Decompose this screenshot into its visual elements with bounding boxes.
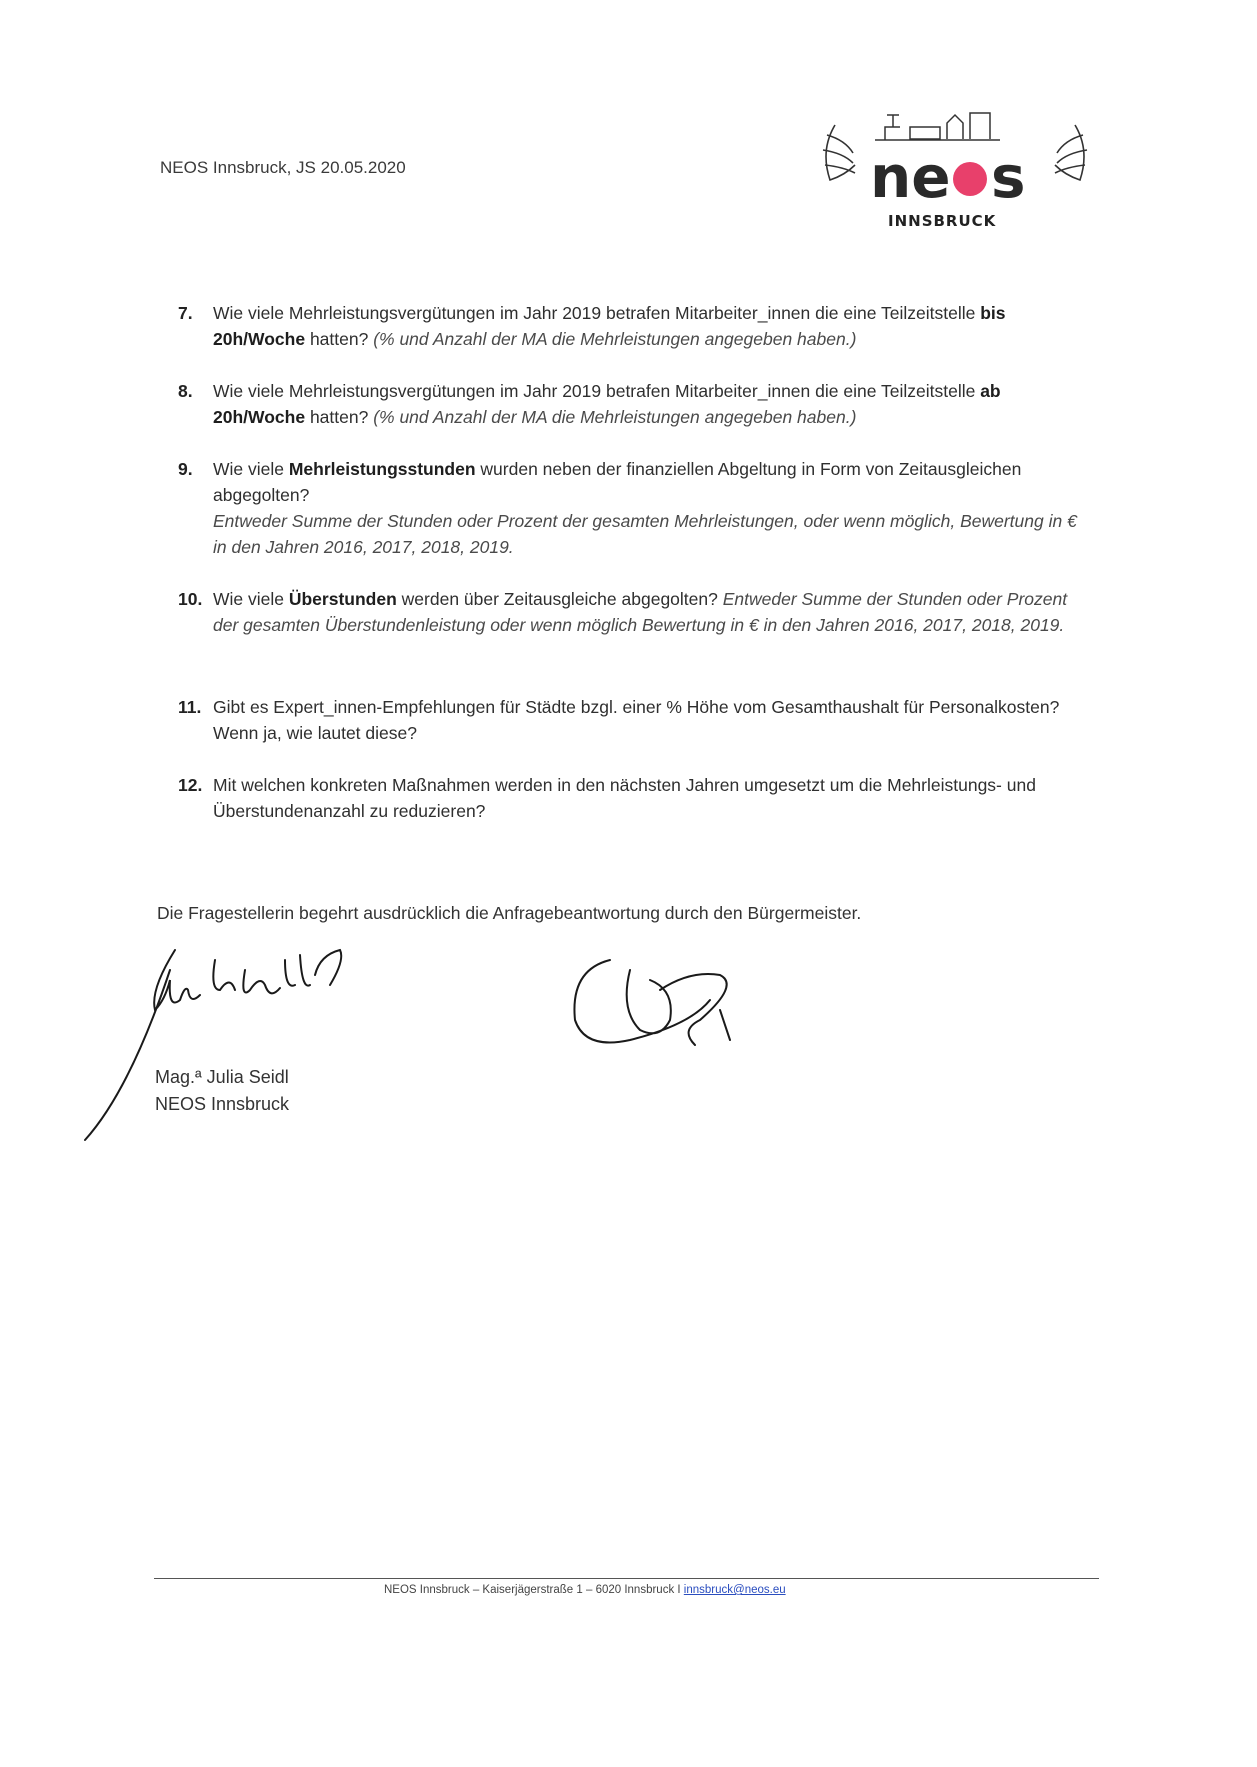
question-italic: Entweder Summe der Stunden oder Prozent der gesamten Überstundenleistung oder wenn möglich Bewertung in € in den Jahren 2016, 2017, 2018, 2019. (213, 589, 1068, 635)
question-12 (178, 772, 1093, 824)
question-bold: Mehrleistungsstunden (288, 459, 476, 479)
svg-text:s: s (991, 143, 1026, 211)
question-text: hatten? (305, 407, 374, 427)
question-bold: bis 20h/Woche (213, 303, 1006, 349)
logo-subtitle: INNSBRUCK (888, 212, 997, 230)
signatory-org: NEOS Innsbruck (155, 1094, 290, 1114)
left-wing-icon (823, 125, 855, 180)
skyline-icon (875, 113, 1000, 140)
question-italic: (% und Anzahl der MA die Mehrleistungen angegeben haben.) (373, 407, 857, 427)
question-italic: (% und Anzahl der MA die Mehrleistungen angegeben haben.) (373, 329, 857, 349)
question-8 (178, 378, 1093, 430)
question-9 (178, 456, 1093, 560)
footer (384, 1584, 786, 1596)
footer-divider (154, 1578, 1099, 1579)
signatory-name: Mag.ª Julia Seidl (155, 1067, 289, 1087)
right-wing-icon (1055, 125, 1087, 180)
question-number: 12. (178, 775, 203, 795)
signature-second-icon (574, 960, 730, 1045)
question-number: 7. (178, 303, 193, 323)
question-text: Wie viele Mehrleistungsvergütungen im Jahr 2019 betrafen Mitarbeiter_innen die eine Teilzeitstelle (213, 303, 981, 323)
question-7 (178, 300, 1093, 352)
footer-email-link[interactable]: innsbruck@neos.eu (683, 1584, 786, 1596)
question-bold: Überstunden (288, 589, 397, 609)
question-text: Mit welchen konkreten Maßnahmen werden in den nächsten Jahren umgesetzt um die Mehrleistungs- und Überstundenanzahl zu reduzieren? (213, 775, 1036, 821)
svg-text:ne: ne (870, 143, 951, 211)
question-text: Wie viele (213, 459, 289, 479)
header-left: NEOS Innsbruck, JS 20.05.2020 (160, 158, 406, 177)
footer-address: NEOS Innsbruck – Kaiserjägerstraße 1 – 6020 Innsbruck I (384, 1584, 684, 1596)
question-number: 10. (178, 589, 203, 609)
question-text: Wie viele Mehrleistungsvergütungen im Jahr 2019 betrafen Mitarbeiter_innen die eine Teilzeitstelle (213, 381, 981, 401)
question-italic: Entweder Summe der Stunden oder Prozent der gesamten Mehrleistungen, oder wenn möglich, Bewertung in € in den Jahren 2016, 2017, 2018, 2019. (213, 511, 1077, 557)
signatory-block (155, 1064, 289, 1118)
question-11 (178, 694, 1093, 746)
handwritten-signatures (70, 930, 770, 1160)
question-text: wurden neben der finanziellen Abgeltung in Form von Zeitausgleichen abgegolten? (213, 459, 1022, 505)
question-text: Gibt es Expert_innen-Empfehlungen für Städte bzgl. einer % Höhe vom Gesamthaushalt für Personalkosten? Wenn ja, wie lautet diese? (213, 697, 1060, 743)
question-10 (178, 586, 1093, 638)
question-text: Wie viele (213, 589, 289, 609)
question-number: 11. (178, 697, 202, 717)
question-text: hatten? (305, 329, 374, 349)
question-bold: ab 20h/Woche (213, 381, 1001, 427)
closing-statement: Die Fragestellerin begehrt ausdrücklich die Anfragebeantwortung durch den Bürgermeister. (157, 903, 862, 923)
question-text: werden über Zeitausgleiche abgegolten? (396, 589, 723, 609)
question-number: 8. (178, 381, 193, 401)
question-number: 9. (178, 459, 193, 479)
